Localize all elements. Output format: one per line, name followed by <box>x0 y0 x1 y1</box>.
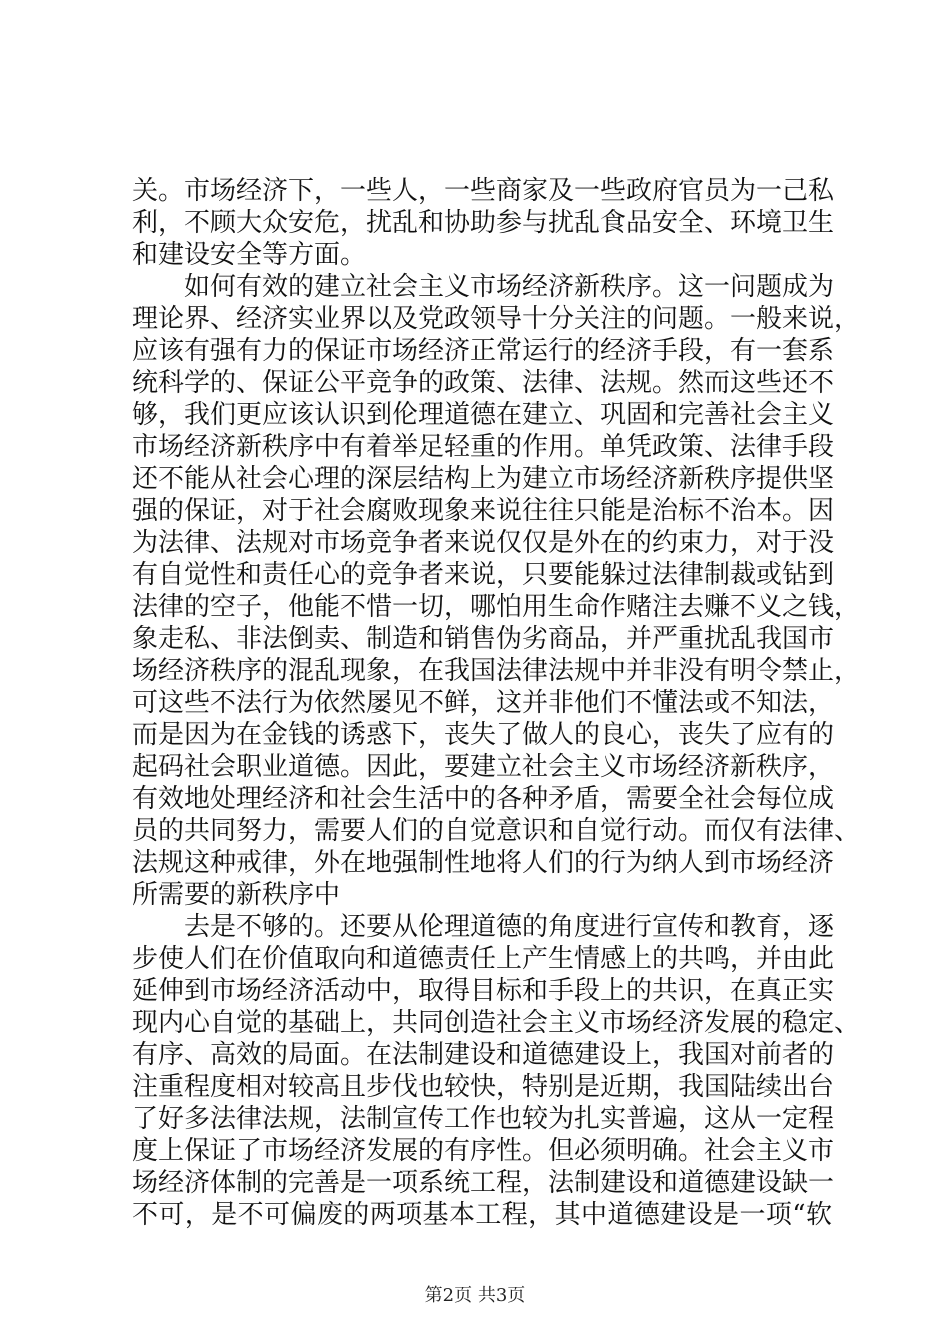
paragraph-2-line-10: 有自觉性和责任心的竞争者来说，只要能躲过法律制裁或钻到 <box>132 560 835 590</box>
paragraph-3-line-7: 了好多法律法规，法制宣传工作也较为扎实普遍，这从一定程 <box>132 1104 835 1134</box>
paragraph-2-line-18: 员的共同努力，需要人们的自觉意识和自觉行动。而仅有法律、 <box>132 816 861 846</box>
paragraph-3-line-4: 现内心自觉的基础上，共同创造社会主义市场经济发展的稳定、 <box>132 1008 861 1038</box>
paragraph-2-line-3: 应该有强有力的保证市场经济正常运行的经济手段，有一套系 <box>132 336 835 366</box>
paragraph-2-line-5: 够，我们更应该认识到伦理道德在建立、巩固和完善社会主义 <box>132 400 835 430</box>
paragraph-3-line-1: 去是不够的。还要从伦理道德的角度进行宣传和教育，逐 <box>184 912 835 942</box>
paragraph-2-line-17: 有效地处理经济和社会生活中的各种矛盾，需要全社会每位成 <box>132 784 835 814</box>
page-number-footer: 第2页 共3页 <box>424 1285 526 1306</box>
paragraph-1-line-3: 和建设安全等方面。 <box>132 240 367 270</box>
paragraph-2-line-19: 法规这种戒律，外在地强制性地将人们的行为纳人到市场经济 <box>132 848 835 878</box>
paragraph-1-line-2: 利，不顾大众安危，扰乱和协助参与扰乱食品安全、环境卫生 <box>132 208 835 238</box>
paragraph-3-line-9: 场经济体制的完善是一项系统工程，法制建设和道德建设缺一 <box>132 1168 835 1198</box>
paragraph-3-line-2: 步使人们在价值取向和道德责任上产生情感上的共鸣，并由此 <box>132 944 835 974</box>
paragraph-2-line-12: 象走私、非法倒卖、制造和销售伪劣商品，并严重扰乱我国市 <box>132 624 835 654</box>
paragraph-2-line-15: 而是因为在金钱的诱惑下，丧失了做人的良心，丧失了应有的 <box>132 720 835 750</box>
paragraph-2-line-9: 为法律、法规对市场竞争者来说仅仅是外在的约束力，对于没 <box>132 528 835 558</box>
paragraph-3-line-6: 注重程度相对较高且步伐也较快，特别是近期，我国陆续出台 <box>132 1072 835 1102</box>
paragraph-2-line-20: 所需要的新秩序中 <box>132 880 341 910</box>
paragraph-2-line-11: 法律的空子，他能不惜一切，哪怕用生命作赌注去赚不义之钱， <box>132 592 861 622</box>
paragraph-2-line-16: 起码社会职业道德。因此，要建立社会主义市场经济新秩序， <box>132 752 835 782</box>
paragraph-1-line-1: 关。市场经济下，一些人，一些商家及一些政府官员为一己私 <box>132 176 835 206</box>
paragraph-2-line-2: 理论界、经济实业界以及党政领导十分关注的问题。一般来说， <box>132 304 861 334</box>
paragraph-3-line-8: 度上保证了市场经济发展的有序性。但必须明确。社会主义市 <box>132 1136 835 1166</box>
paragraph-3-line-10: 不可，是不可偏废的两项基本工程，其中道德建设是一项“软 <box>132 1200 832 1230</box>
paragraph-2-line-7: 还不能从社会心理的深层结构上为建立市场经济新秩序提供坚 <box>132 464 835 494</box>
paragraph-2-line-1: 如何有效的建立社会主义市场经济新秩序。这一问题成为 <box>184 272 835 302</box>
paragraph-2-line-6: 市场经济新秩序中有着举足轻重的作用。单凭政策、法律手段 <box>132 432 835 462</box>
paragraph-2-line-13: 场经济秩序的混乱现象，在我国法律法规中并非没有明令禁止， <box>132 656 861 686</box>
paragraph-3-line-3: 延伸到市场经济活动中，取得目标和手段上的共识，在真正实 <box>132 976 835 1006</box>
paragraph-2-line-4: 统科学的、保证公平竞争的政策、法律、法规。然而这些还不 <box>132 368 835 398</box>
paragraph-3-line-5: 有序、高效的局面。在法制建设和道德建设上，我国对前者的 <box>132 1040 835 1070</box>
paragraph-2-line-14: 可这些不法行为依然屡见不鲜，这并非他们不懂法或不知法， <box>132 688 835 718</box>
paragraph-2-line-8: 强的保证，对于社会腐败现象来说往往只能是治标不治本。因 <box>132 496 835 526</box>
